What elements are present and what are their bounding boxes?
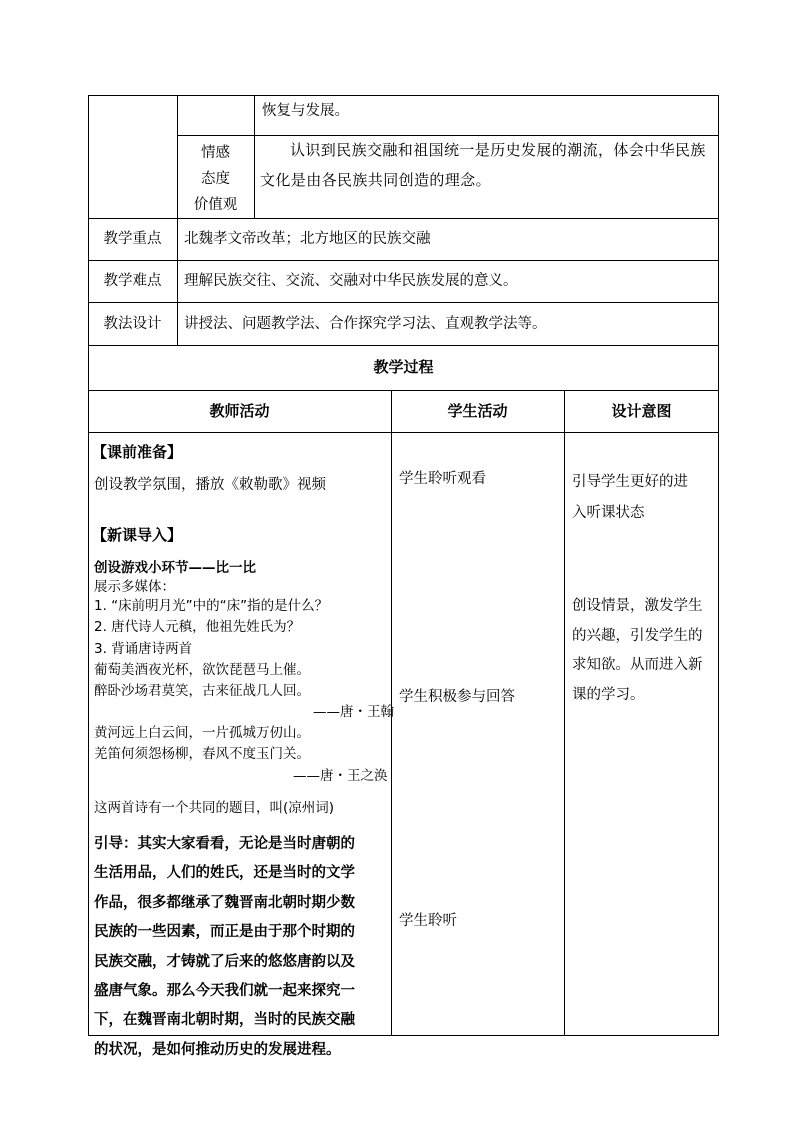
guide-line: 下，在魏晋南北朝时期，当时的民族交融 xyxy=(94,1012,355,1029)
guide-line: 盛唐气象。那么今天我们就一起来探究一 xyxy=(94,983,355,1000)
intent-line: 入听课状态 xyxy=(572,505,645,521)
row-divider xyxy=(88,302,719,303)
methods-label: 教法设计 xyxy=(103,316,162,332)
intent-line: 求知欲。从而进入新 xyxy=(572,657,703,673)
column-header-student: 学生活动 xyxy=(447,402,508,420)
key-points-label: 教学重点 xyxy=(103,231,162,247)
row-divider xyxy=(88,390,719,391)
intent-line: 创设情景，激发学生 xyxy=(572,598,703,614)
label-line: 情感 xyxy=(201,145,230,161)
column-header-intent: 设计意图 xyxy=(611,402,672,420)
row-divider xyxy=(88,260,719,261)
media-line: 展示多媒体： xyxy=(94,579,175,595)
label-line: 态度 xyxy=(201,171,230,187)
key-points-text: 北魏孝文帝改革；北方地区的民族交融 xyxy=(184,231,431,247)
guide-paragraph xyxy=(94,830,355,1065)
prep-heading: 【课前准备】 xyxy=(92,443,183,461)
guide-line: 民族交融，才铸就了后来的悠悠唐韵以及 xyxy=(94,953,355,970)
row-divider xyxy=(88,218,719,219)
guide-line: 民族的一些因素，而正是由于那个时期的 xyxy=(94,924,355,941)
difficulties-text: 理解民族交往、交流、交融对中华民族发展的意义。 xyxy=(184,273,518,289)
process-title: 教学过程 xyxy=(373,358,434,376)
prep-text: 创设教学氛围，播放《敕勒歌》视频 xyxy=(94,477,326,493)
guide-line: 的状况，是如何推动历史的发展进程。 xyxy=(94,1041,341,1058)
column-divider xyxy=(177,95,178,346)
lesson-plan-table xyxy=(88,95,719,1058)
poem-2-author: ——唐・王之涣 xyxy=(293,768,388,784)
intent-line: 引导学生更好的进 xyxy=(572,474,688,490)
objective-continuation-text: 恢复与发展。 xyxy=(262,103,349,119)
emotion-attitude-values-label xyxy=(177,140,254,218)
intent-line: 的兴趣，引发学生的 xyxy=(572,627,703,644)
question-2: 2. 唐代诗人元稹，他祖先姓氏为？ xyxy=(94,619,301,635)
guide-line: 生活用品，人们的姓氏，还是当时的文学 xyxy=(94,865,355,882)
student-activity-1: 学生聆听观看 xyxy=(399,471,486,487)
question-3: 3. 背诵唐诗两首 xyxy=(94,641,193,657)
poem-1-line-1: 葡萄美酒夜光杯，欲饮琵琶马上催。 xyxy=(94,662,310,678)
table-border-right xyxy=(718,95,719,1036)
common-title-text: 这两首诗有一个共同的题目，叫(凉州词) xyxy=(94,800,335,816)
poem-2-line-2: 羌笛何须怨杨柳，春风不度玉门关。 xyxy=(94,746,310,762)
question-1: 1. “床前明月光”中的“床”指的是什么？ xyxy=(94,598,329,614)
game-title: 创设游戏小环节——比一比 xyxy=(94,560,256,576)
difficulties-label: 教学难点 xyxy=(103,273,162,289)
table-border-top xyxy=(88,95,719,96)
row-divider xyxy=(88,432,719,433)
poem-1-line-2: 醉卧沙场君莫笑，古来征战几人回。 xyxy=(94,683,310,699)
column-divider xyxy=(564,390,565,1036)
poem-1-author: ——唐・王翰 xyxy=(313,704,394,720)
emotion-objective-text: 认识到民族交融和祖国统一是历史发展的潮流，体会中华民族文化是由各民族共同创造的理念。 xyxy=(260,141,706,189)
column-header-teacher: 教师活动 xyxy=(209,402,270,420)
poem-2-line-1: 黄河远上白云间，一片孤城万仞山。 xyxy=(94,725,310,741)
intent-1 xyxy=(572,467,688,529)
intro-heading: 【新课导入】 xyxy=(92,526,183,544)
student-activity-3: 学生聆听 xyxy=(399,913,457,929)
guide-line: 作品，很多都继承了魏晋南北朝时期少数 xyxy=(94,894,355,911)
intent-line: 课的学习。 xyxy=(572,686,645,703)
column-divider xyxy=(254,95,255,219)
row-divider xyxy=(88,345,719,346)
intent-2 xyxy=(572,592,703,710)
methods-text: 讲授法、问题教学法、合作探究学习法、直观教学法等。 xyxy=(184,316,547,332)
guide-line: 引导：其实大家看看，无论是当时唐朝的 xyxy=(94,836,355,852)
student-activity-2: 学生积极参与回答 xyxy=(399,689,515,705)
label-line: 价值观 xyxy=(193,197,238,213)
